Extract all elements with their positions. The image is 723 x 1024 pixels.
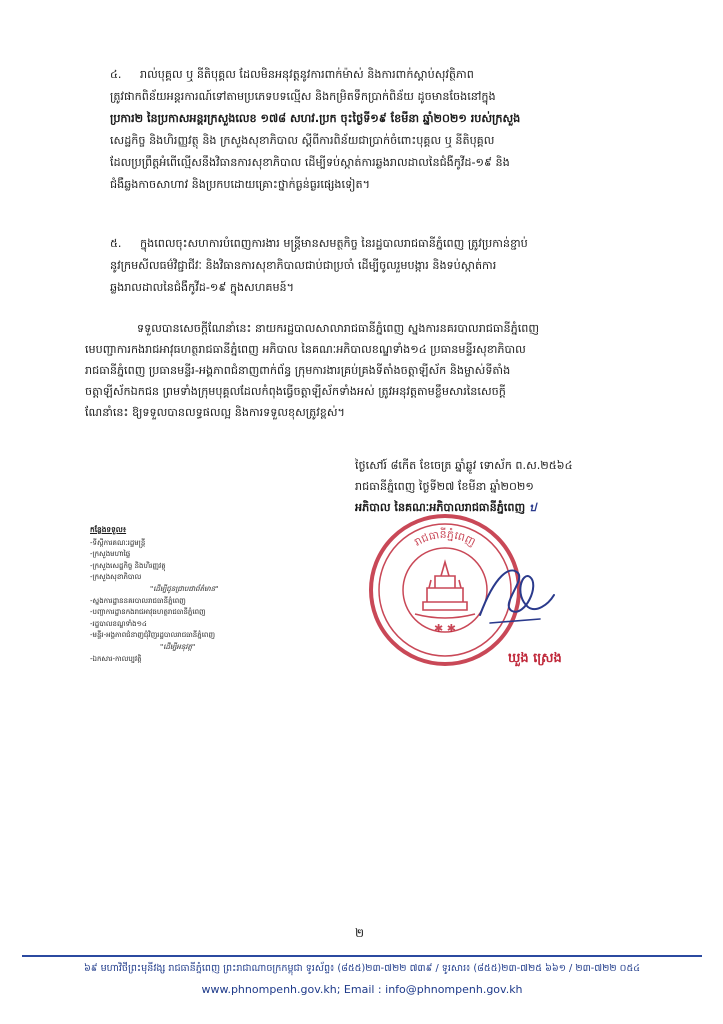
svg-text:✱ ✱: ✱ ✱ [434,622,456,635]
recipient-quote: "ដើម្បីជូនជ្រាបជាព័ត៌មាន" [150,584,219,593]
item-line: រាល់បុគ្គល ឬ នីតិបុគ្គល ដែលមិនអនុវត្តនូវការពាក់ម៉ាស់ និងការពាក់ស្ដាប់សុវត្ថិភាព [140,68,474,81]
item-line: នូវក្រមសីលធម៌វិជ្ជាជីវៈ និងវិធានការសុខាភិបាលជាប់ជាប្រចាំ ដើម្បីចូលរួមបង្ការ និងទប់ស្កាត់ការ [110,259,497,272]
signer-name: ឃួង ស្រេង [508,651,562,666]
paragraph-line: ណែនាំនេះ ឱ្យទទួលបានលទ្ធផលល្អ និងការទទួលខុសត្រូវខ្ពស់។ [85,406,345,419]
recipient-line: -ស្នងការដ្ឋាននគរបាលរាជធានីភ្នំពេញ [90,596,186,605]
closing-paragraph [85,318,670,423]
footer-website-email: www.phnompenh.gov.kh; Email : info@phnompenh.gov.kh [201,983,523,996]
item-line: សេដ្ឋកិច្ច និងហិរញ្ញវត្ថុ និង ក្រសួងសុខាភិបាល ស្ដីពីការពិន័យជាប្រាក់ចំពោះបុគ្គល ឬ នីតិបុគ្គល [110,134,495,147]
initials-mark: ป [529,501,537,514]
recipient-line: -ទីស្ដីការគណៈរដ្ឋមន្ត្រី [90,538,146,547]
seal-text: រាជធានីភ្នំពេញ [412,527,478,549]
paragraph-line: មេបញ្ជាការកងរាជអាវុធហត្ថរាជធានីភ្នំពេញ អភិបាល នៃគណៈអភិបាលខណ្ឌទាំង១៤ ប្រធានមន្ទីរសុខាភិបាល [85,343,526,356]
item-number: ៥. [110,237,122,250]
item-line: ត្រូវផាកពិន័យអន្តរការណ៍ទៅតាមប្រភេទបទល្មើស និងកម្រិតទឹកប្រាក់ពិន័យ ដូចមានចែងនៅក្នុង [110,90,496,103]
date-block [355,455,685,518]
recipients-title: កន្លែងទទួល៖ [90,525,127,534]
signature-icon [470,555,560,635]
item-line: ឆ្លងរាលដាលនៃជំងឺកូវីដ-១៩ ក្នុងសហគមន៍។ [110,281,295,294]
item-line: ជំងឺឆ្លងកាចសាហាវ និងប្រកបដោយគ្រោះថ្នាក់ធ្ងន់ធ្ងរផ្សេងទៀត។ [110,178,370,191]
recipient-line: -ក្រសួងសេដ្ឋកិច្ច និងហិរញ្ញវត្ថុ [90,561,166,570]
lunar-date: ថ្ងៃសៅរ៍ ៨កើត ខែចេត្រ ឆ្នាំឆ្លូវ ទោស័ក ព.ស.២៥៦៤ [355,459,573,472]
solar-date: រាជធានីភ្នំពេញ ថ្ងៃទី២៧ ខែមីនា ឆ្នាំ២០២១ [355,480,534,493]
paragraph-line: ចត្តាឡីស័កឯកជន ព្រមទាំងក្រុមបុគ្គលដែលកំពុងធ្វើចត្តាឡីស័កទាំងអស់ ត្រូវអនុវត្តតាមខ្លឹមសារនៃសេចក្ដី [85,385,506,398]
footer-address: ៦៩ មហាវិថីព្រះមុនីវង្ស រាជធានីភ្នំពេញ ព្រះរាជាណាចក្រកម្ពុជា ទូរស័ព្ទ៖ (៨៥៥)២៣-៧២២ ៧៣៩ / ទូរសារ៖ (៨៥៥)២៣-៧២៥ ៦៦១ / ២៣-៧២២ ០៥៤ [83,963,641,974]
list-item-5 [110,233,670,299]
recipient-line: -ឯកសារ-កាលប្បវត្តិ [90,654,142,663]
list-item-4 [110,64,670,196]
footer-divider [22,955,702,957]
paragraph-line: ទទួលបានសេចក្ដីណែនាំនេះ នាយករដ្ឋបាលសាលារាជធានីភ្នំពេញ ស្នងការនគរបាលរាជធានីភ្នំពេញ [137,322,540,335]
recipient-line: -មន្ទីរ-អង្គភាពជំនាញជុំវិញរដ្ឋបាលរាជធានីភ្នំពេញ [90,631,216,640]
recipients-list [90,524,340,665]
item-number: ៤. [110,68,122,81]
recipient-quote: "ដើម្បីអនុវត្ត" [160,642,196,651]
recipient-line: -ក្រសួងសុខាភិបាល [90,573,142,582]
paragraph-line: រាជធានីភ្នំពេញ ប្រធានមន្ទីរ-អង្គភាពជំនាញពាក់ព័ន្ធ ក្រុមការងារគ្រប់គ្រងទីតាំងចត្តាឡីស័ក និងម្ចាស់ទីតាំង [85,364,511,377]
recipient-line: -ក្រសួងមហាផ្ទៃ [90,550,131,559]
recipient-line: -រដ្ឋបាលខណ្ឌទាំង១៤ [90,619,147,628]
item-line: ក្នុងពេលចុះសហការបំពេញការងារ មន្ត្រីមានសមត្ថកិច្ច នៃរដ្ឋបាលរាជធានីភ្នំពេញ ត្រូវប្រកាន់ខ្ជាប់ [140,237,528,250]
page-number: ២ [355,926,365,940]
signer-title-text: អភិបាល នៃគណៈអភិបាលរាជធានីភ្នំពេញ [355,501,526,514]
item-line: ដែលប្រព្រឹត្តអំពើល្មើសនឹងវិធានការសុខាភិបាល ដើម្បីទប់ស្កាត់ការឆ្លងរាលដាលនៃជំងឺកូវីដ-១៩ និង [110,156,510,169]
item-line: ប្រការ២ នៃប្រកាសអន្តរក្រសួងលេខ ១៧៨ សហវ.ប្រក ចុះថ្ងៃទី១៩ ខែមីនា ឆ្នាំ២០២១ របស់ក្រសួង [110,112,521,125]
recipient-line: -បញ្ជាការដ្ឋានកងរាជអាវុធហត្ថរាជធានីភ្នំពេញ [90,608,206,617]
svg-text:រាជធានីភ្នំពេញ [412,527,478,549]
